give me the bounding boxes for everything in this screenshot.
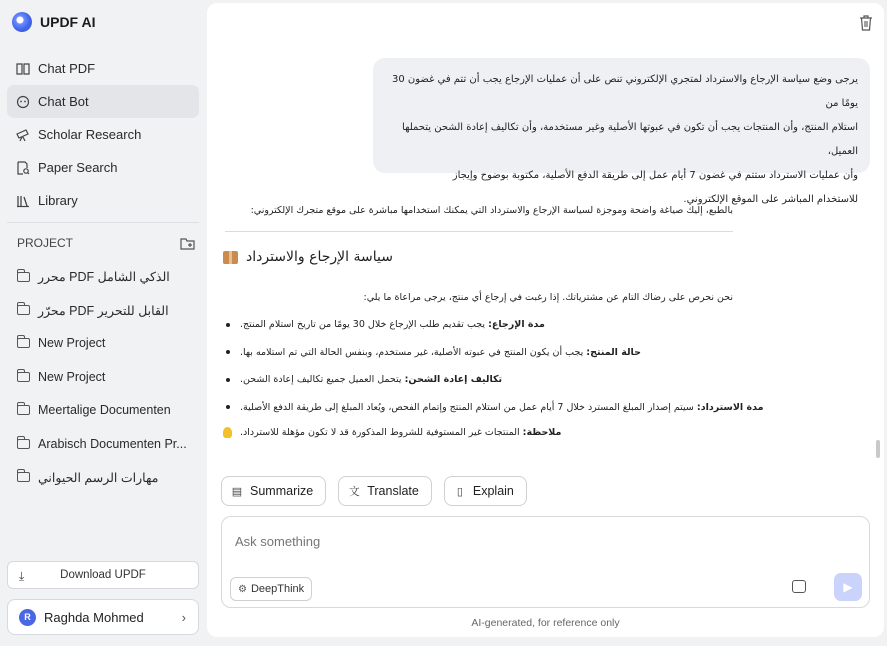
- send-button[interactable]: [834, 573, 862, 601]
- user-message-bubble: [373, 58, 870, 205]
- list-item-term: تكاليف إعادة الشحن:: [404, 374, 503, 386]
- user-message-line: يرجى وضع سياسة الإرجاع والاسترداد لمتجري الإلكتروني تنص على أن عمليات الإرجاع يجب أن تتم في غضون 30 يومًا من: [391, 74, 858, 109]
- sidebar-item-label: Chat PDF: [38, 61, 96, 76]
- chevron-right-icon: ›: [181, 610, 186, 625]
- project-label: مهارات الرسم الحيواني: [38, 470, 159, 485]
- ai-note: [223, 427, 561, 438]
- sidebar-item-label: Scholar Research: [38, 127, 142, 142]
- download-updf-button[interactable]: [7, 561, 199, 589]
- new-folder-icon[interactable]: [180, 237, 195, 250]
- send-icon: ▶: [843, 580, 853, 594]
- response-divider: [225, 231, 733, 232]
- deepthink-icon: ⚙: [238, 583, 247, 595]
- sidebar-item-chat-bot[interactable]: [7, 85, 199, 118]
- sidebar-item-label: Chat Bot: [38, 94, 89, 109]
- sidebar-item-label: Paper Search: [38, 160, 118, 175]
- project-label: New Project: [38, 336, 106, 351]
- summarize-button[interactable]: [221, 476, 326, 506]
- project-header: [17, 236, 195, 250]
- sidebar-item-library[interactable]: [7, 184, 199, 217]
- list-item-desc: يجب أن يكون المنتج في عبوته الأصلية، غير مستخدم، وبنفس الحالة التي تم استلامه بها.: [240, 346, 587, 358]
- note-desc: المنتجات غير المستوفية للشروط المذكورة قد لا تكون مؤهلة للاسترداد.: [240, 427, 523, 438]
- bullet-dot: [226, 405, 230, 409]
- user-name: Raghda Mohmed: [44, 609, 144, 625]
- download-label: Download UPDF: [60, 569, 146, 581]
- note-term: ملاحظة:: [522, 427, 562, 438]
- ai-response: [223, 199, 764, 449]
- project-label: محرر PDF الذكي الشامل: [38, 270, 170, 285]
- explain-label: Explain: [472, 484, 514, 498]
- project-item[interactable]: [7, 460, 199, 493]
- project-label: Meertalige Documenten: [38, 403, 171, 418]
- folder-icon: [17, 305, 30, 315]
- bullet-dot: [226, 323, 230, 327]
- bot-icon: [16, 95, 30, 109]
- list-item: [223, 394, 764, 422]
- sidebar-nav: [7, 52, 199, 217]
- scrollbar-thumb[interactable]: [876, 440, 880, 458]
- project-label: محرّر PDF القابل للتحرير: [38, 303, 169, 318]
- list-item-term: حالة المنتج:: [586, 346, 641, 358]
- trash-icon[interactable]: [859, 15, 873, 31]
- folder-icon: [17, 405, 30, 415]
- ask-input[interactable]: [235, 534, 735, 549]
- translate-button[interactable]: [338, 476, 432, 506]
- project-heading: PROJECT: [17, 236, 74, 250]
- list-item-desc: يتحمل العميل جميع تكاليف إعادة الشحن.: [240, 374, 405, 386]
- bullet-dot: [226, 378, 230, 382]
- deepthink-toggle[interactable]: [230, 577, 312, 601]
- ai-intro-text: بالطبع، إليك صياغة واضحة وموجزة لسياسة الإرجاع والاسترداد التي يمكنك استخدامها مباشرة على موقع متجرك الإلكتروني:: [250, 205, 733, 216]
- project-item[interactable]: [7, 260, 199, 293]
- user-profile-button[interactable]: [7, 599, 199, 635]
- folder-icon: [17, 439, 30, 449]
- project-item[interactable]: [7, 293, 199, 326]
- list-item-text: [240, 374, 502, 385]
- user-message-line: وأن عمليات الاسترداد ستتم في غضون 7 أيام عمل إلى طريقة الدفع الأصلية، مكتوبة بوضوح وإيجاز: [452, 170, 858, 181]
- summarize-label: Summarize: [250, 484, 314, 498]
- user-message-line: للاستخدام المباشر على الموقع الإلكتروني.: [683, 194, 858, 205]
- telescope-icon: [16, 128, 30, 142]
- project-label: Arabisch Documenten Pr...: [38, 436, 187, 451]
- translate-icon: 文: [348, 486, 360, 498]
- sidebar: [0, 0, 206, 646]
- chat-panel: [207, 3, 884, 637]
- list-item: [223, 366, 733, 394]
- policy-list: [223, 311, 764, 421]
- updf-logo-icon: [12, 12, 32, 32]
- bullet-dot: [226, 350, 230, 354]
- book-icon: [16, 62, 30, 76]
- avatar: R: [19, 609, 36, 626]
- list-item: [223, 339, 733, 367]
- project-item[interactable]: [7, 327, 199, 360]
- composer: [221, 516, 870, 608]
- note-text: [240, 427, 561, 438]
- sidebar-item-chat-pdf[interactable]: [7, 52, 199, 85]
- sidebar-divider: [7, 222, 199, 223]
- sidebar-item-scholar-research[interactable]: [7, 118, 199, 151]
- book-icon: ▯: [456, 485, 463, 498]
- summarize-icon: ▤: [231, 485, 243, 498]
- app-name: UPDF AI: [40, 14, 96, 30]
- policy-title: سياسة الإرجاع والاسترداد: [246, 249, 393, 265]
- list-item-term: مدة الإرجاع:: [488, 319, 545, 331]
- ai-response-title: [223, 249, 393, 265]
- folder-icon: [17, 272, 30, 282]
- project-item[interactable]: [7, 427, 199, 460]
- list-item-term: مدة الاسترداد:: [696, 401, 764, 413]
- image-upload-icon[interactable]: [792, 580, 806, 593]
- list-item: [223, 311, 733, 339]
- deepthink-label: DeepThink: [250, 583, 305, 595]
- list-item-text: [240, 319, 545, 330]
- user-message-line: استلام المنتج، وأن المنتجات يجب أن تكون في عبوتها الأصلية وغير مستخدمة، وأن تكاليف إعادة الشحن يتحملها العميل،: [402, 122, 858, 157]
- library-icon: [16, 194, 30, 208]
- folder-icon: [17, 338, 30, 348]
- quick-actions: [221, 476, 527, 506]
- download-icon: ⤓: [19, 569, 25, 583]
- list-item-text: [240, 347, 641, 358]
- list-item-desc: يجب تقديم طلب الإرجاع خلال 30 يومًا من تاريخ استلام المنتج.: [240, 319, 489, 331]
- explain-button[interactable]: [444, 476, 527, 506]
- sidebar-item-paper-search[interactable]: [7, 151, 199, 184]
- list-item-desc: سيتم إصدار المبلغ المسترد خلال 7 أيام عمل من استلام المنتج وإتمام الفحص، ويُعاد المبلغ إلى طريقة الدفع الأصلية.: [240, 401, 697, 413]
- doc-search-icon: [16, 161, 30, 175]
- project-label: New Project: [38, 369, 106, 384]
- ai-disclaimer: AI-generated, for reference only: [471, 617, 620, 629]
- app-logo[interactable]: [12, 12, 95, 32]
- lightbulb-icon: [223, 427, 232, 438]
- project-item[interactable]: [7, 360, 199, 393]
- project-list: [7, 260, 199, 494]
- list-item-text: [240, 402, 763, 413]
- translate-label: Translate: [367, 484, 419, 498]
- package-icon: [223, 251, 238, 264]
- project-item[interactable]: [7, 394, 199, 427]
- folder-icon: [17, 372, 30, 382]
- sidebar-item-label: Library: [38, 193, 78, 208]
- folder-icon: [17, 472, 30, 482]
- ai-lead-text: نحن نحرص على رضاك التام عن مشترياتك. إذا رغبت في إرجاع أي منتج، يرجى مراعاة ما يلي:: [363, 292, 733, 303]
